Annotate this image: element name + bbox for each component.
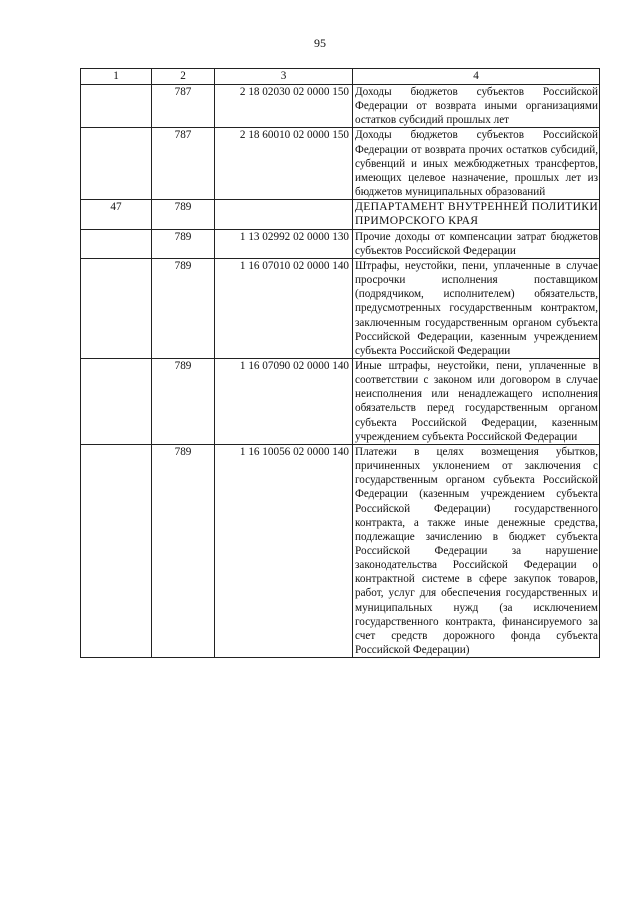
- revenue-description-cell: [353, 229, 600, 258]
- revenue-description-cell: [353, 444, 600, 657]
- admin-code: 789: [152, 200, 215, 229]
- revenue-description-cell: [353, 128, 600, 200]
- row-number: [81, 128, 152, 200]
- admin-code: 787: [152, 85, 215, 128]
- row-number: [81, 444, 152, 657]
- revenue-codes-table: [80, 68, 600, 658]
- table-row: [81, 85, 600, 128]
- table-row: [81, 358, 600, 444]
- budget-classification-code: 2 18 02030 02 0000 150: [215, 85, 353, 128]
- budget-classification-code: 1 16 07090 02 0000 140: [215, 358, 353, 444]
- row-number: [81, 258, 152, 358]
- revenue-description: Доходы бюджетов субъектов Российской Федерации от возврата иными организациями остатков субсидий прошлых лет: [355, 86, 598, 127]
- table-header-row: [81, 69, 600, 85]
- admin-code: 789: [152, 258, 215, 358]
- table-row: [81, 258, 600, 358]
- row-number: 47: [81, 200, 152, 229]
- column-header: 2: [152, 69, 215, 85]
- table-row: [81, 444, 600, 657]
- revenue-description: Прочие доходы от компенсации затрат бюджетов субъектов Российской Федерации: [355, 230, 598, 257]
- admin-code: 789: [152, 444, 215, 657]
- revenue-description: Иные штрафы, неустойки, пени, уплаченные в соответствии с законом или договором в случае неисполнения или ненадлежащего исполнения обязательств перед государственным органом субъекта Российской Федерации, казенным учреждением субъекта Российской Федерации: [355, 359, 598, 443]
- row-number: [81, 358, 152, 444]
- revenue-description: Платежи в целях возмещения убытков, причиненных уклонением от заключения с государственным органом субъекта Российской Федерации (казенным учреждением субъекта Российской Федерации) государственного контракта, а также иные денежные средства, подлежащие зачислению в бюджет субъекта Российской Федерации за нарушение законодательства Российской Федерации о контрактной системе в сфере закупок товаров, работ, услуг для обеспечения государственных и муниципальных нужд (за исключением государственного контракта, финансируемого за счет средств дорожного фонда субъекта Российской Федерации): [355, 445, 598, 657]
- budget-classification-code: 1 16 07010 02 0000 140: [215, 258, 353, 358]
- table-row: [81, 229, 600, 258]
- row-number: [81, 229, 152, 258]
- admin-code: 787: [152, 128, 215, 200]
- page-number: 95: [314, 36, 326, 50]
- revenue-description: Доходы бюджетов субъектов Российской Федерации от возврата прочих остатков субсидий, субвенций и иных межбюджетных трансфертов, имеющих целевое назначение, прошлых лет из бюджетов муниципальных образований: [355, 129, 598, 199]
- row-number: [81, 85, 152, 128]
- revenue-description-cell: [353, 85, 600, 128]
- department-name-cell: [353, 200, 600, 229]
- budget-classification-code: 1 13 02992 02 0000 130: [215, 229, 353, 258]
- budget-classification-code: [215, 200, 353, 229]
- revenue-description: Штрафы, неустойки, пени, уплаченные в случае просрочки исполнения поставщиком (подрядчиком, исполнителем) обязательств, предусмотренных государственным контрактом, заключенным государственным органом субъекта Российской Федерации, казенным учреждением субъекта Российской Федерации: [355, 259, 598, 357]
- admin-code: 789: [152, 358, 215, 444]
- column-header: 4: [353, 69, 600, 85]
- revenue-description-cell: [353, 358, 600, 444]
- budget-classification-code: 1 16 10056 02 0000 140: [215, 444, 353, 657]
- revenue-description-cell: [353, 258, 600, 358]
- admin-code: 789: [152, 229, 215, 258]
- budget-classification-code: 2 18 60010 02 0000 150: [215, 128, 353, 200]
- column-header: 3: [215, 69, 353, 85]
- column-header: 1: [81, 69, 152, 85]
- table-row: [81, 128, 600, 200]
- department-name: ДЕПАРТАМЕНТ ВНУТРЕННЕЙ ПОЛИТИКИ ПРИМОРСКОГО КРАЯ: [355, 200, 598, 228]
- table-row: [81, 200, 600, 229]
